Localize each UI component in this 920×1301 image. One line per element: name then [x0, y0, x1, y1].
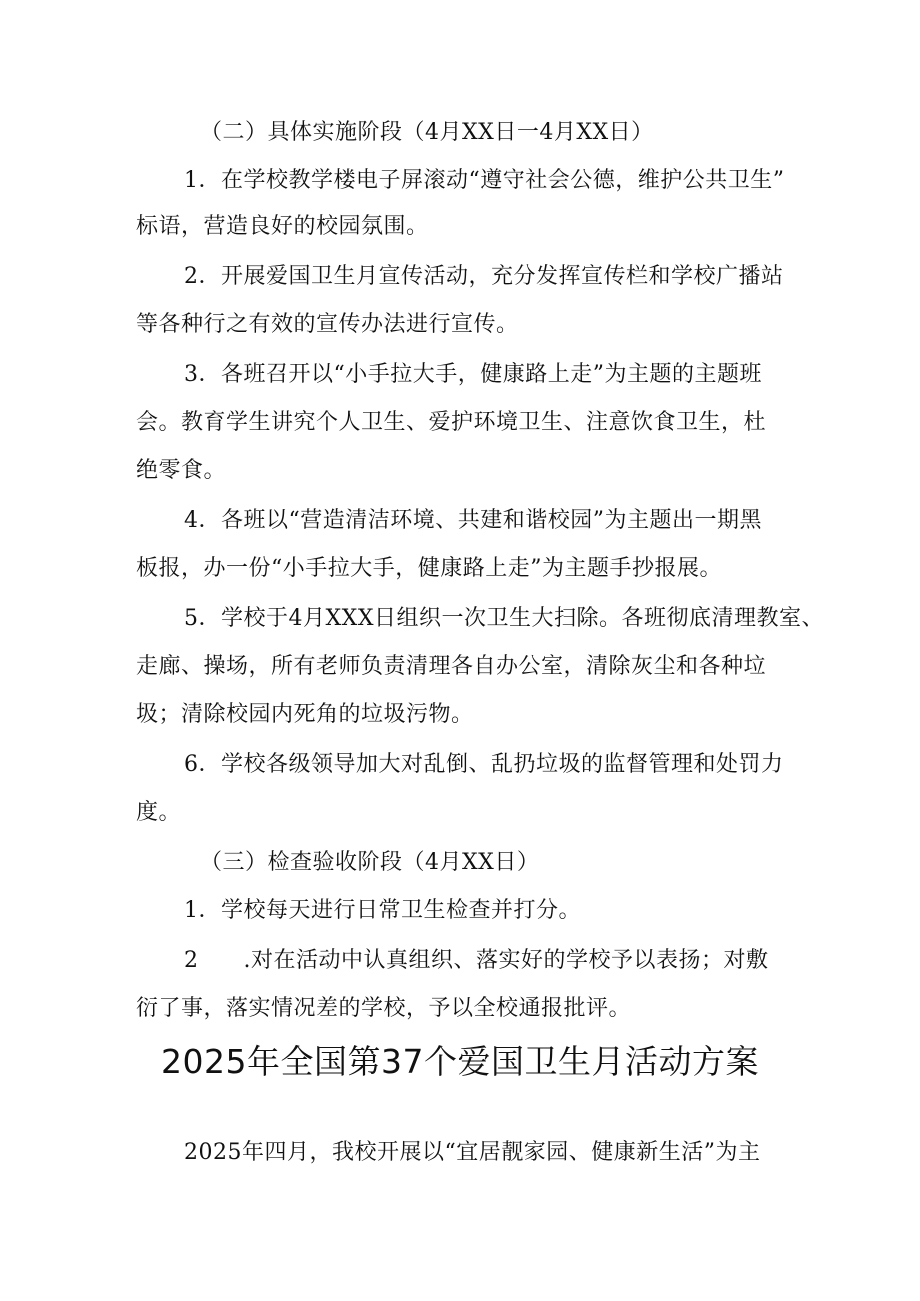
section-heading-inspection: （三）检查验收阶段（4月XX日）: [200, 850, 540, 875]
item-5-line-2: 走廊、操场，所有老师负责清理各自办公室，清除灰尘和各种垃: [136, 654, 767, 679]
section-heading-implementation: （二）具体实施阶段（4月XX日一4月XX日）: [200, 120, 654, 145]
item-6-line-2: 度。: [136, 800, 182, 825]
intro-line-1: 2025年四月，我校开展以“宜居靓家园、健康新生活”为主: [184, 1140, 761, 1165]
item-2-line-2: 等各种行之有效的宣传办法进行宣传。: [136, 312, 519, 337]
item-6-line-1: 6．学校各级领导加大对乱倒、乱扔垃圾的监督管理和处罚力: [184, 752, 784, 777]
check-item-2-line-2: 衍了事，落实情况差的学校，予以全校通报批评。: [136, 996, 632, 1021]
item-2-line-1: 2．开展爱国卫生月宣传活动，充分发挥宣传栏和学校广播站: [184, 264, 784, 289]
document-title: 2025年全国第37个爱国卫生月活动方案: [161, 1042, 759, 1081]
item-5-line-3: 圾；清除校园内死角的垃圾污物。: [136, 702, 474, 727]
item-1-line-2: 标语，营造良好的校园氛围。: [136, 214, 429, 239]
item-3-line-2: 会。教育学生讲究个人卫生、爱护环境卫生、注意饮食卫生，杜: [136, 410, 767, 435]
item-4-line-2: 板报，办一份“小手拉大手，健康路上走”为主题手抄报展。: [136, 556, 722, 581]
item-3-line-3: 绝零食。: [136, 458, 227, 483]
item-4-line-1: 4．各班以“营造清洁环境、共建和谐校园”为主题出一期黑: [184, 508, 762, 533]
item-3-line-1: 3．各班召开以“小手拉大手，健康路上走”为主题的主题班: [184, 362, 762, 387]
check-item-2-line-1: 2 .对在活动中认真组织、落实好的学校予以表扬；对敷: [184, 948, 769, 973]
item-1-line-1: 1．在学校教学楼电子屏滚动“遵守社会公德，维护公共卫生”: [184, 168, 785, 193]
item-5-line-1: 5．学校于4月XXX日组织一次卫生大扫除。各班彻底清理教室、: [184, 606, 824, 631]
check-item-1-line-1: 1．学校每天进行日常卫生检查并打分。: [184, 898, 581, 923]
